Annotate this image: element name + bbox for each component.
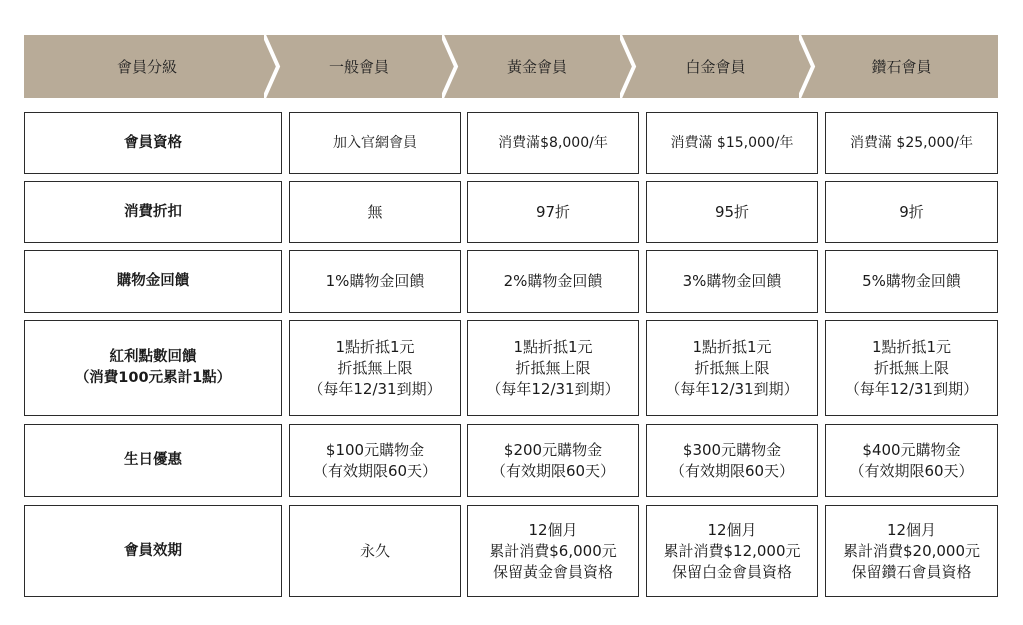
cell-text-line: 97折: [535, 202, 571, 221]
row-label-discount: [24, 181, 282, 243]
cell-text-line: 折抵無上限: [694, 358, 770, 377]
cell-discount-gold: [467, 181, 639, 243]
cell-text-line: 2%購物金回饋: [503, 272, 603, 290]
row-label-qualification: [24, 112, 282, 174]
cell-text-line: 12個月: [886, 520, 937, 539]
cell-text-line: $100元購物金: [325, 440, 425, 459]
header-cell-diamond: 鑽石會員: [871, 58, 932, 76]
cell-text-line: 累計消費$20,000元: [842, 541, 981, 560]
row-label-birthday: [24, 424, 282, 497]
row-label-line: 會員效期: [124, 542, 182, 559]
cell-text-line: 12個月: [707, 520, 757, 539]
cell-text-line: 9折: [899, 202, 924, 221]
row-label-line: 會員資格: [124, 134, 182, 151]
row-label-line: 消費折扣: [124, 203, 182, 220]
cell-text-line: 無: [367, 202, 383, 221]
cell-text-line: 保留黃金會員資格: [492, 562, 613, 581]
cell-text-line: 永久: [359, 541, 390, 560]
cell-text-line: $400元購物金: [862, 440, 961, 459]
cell-birthday-diamond: [825, 424, 998, 497]
cell-text-line: 消費滿 $15,000/年: [670, 134, 794, 151]
cell-birthday-gold: [467, 424, 639, 497]
cell-text-line: （每年12/31到期）: [308, 379, 442, 398]
cell-cashback-diamond: [825, 250, 998, 313]
cell-validity-platinum: [646, 505, 818, 597]
row-label-line: 生日優惠: [124, 452, 182, 468]
row-label-bonus-points: [24, 320, 282, 416]
cell-text-line: 保留白金會員資格: [671, 562, 792, 581]
cell-qualification-general: [289, 112, 461, 174]
cell-text-line: $300元購物金: [682, 440, 782, 459]
cell-discount-platinum: [646, 181, 818, 243]
cell-text-line: 12個月: [528, 520, 578, 539]
cell-validity-gold: [467, 505, 639, 597]
cell-discount-diamond: [825, 181, 998, 243]
cell-cashback-platinum: [646, 250, 818, 313]
row-label-validity: [24, 505, 282, 597]
header-cell-tier-label: 會員分級: [116, 58, 177, 76]
cell-birthday-platinum: [646, 424, 818, 497]
row-label-line: （消費100元累計1點）: [74, 370, 232, 386]
header-cell-gold: 黃金會員: [506, 58, 567, 76]
cell-text-line: 折抵無上限: [515, 358, 591, 377]
header-cell-general: 一般會員: [328, 58, 389, 76]
cell-birthday-general: [289, 424, 461, 497]
cell-text-line: （每年12/31到期）: [665, 379, 799, 398]
row-label-line: 紅利點數回饋: [109, 349, 197, 365]
cell-text-line: 加入官網會員: [333, 134, 417, 151]
cell-text-line: $200元購物金: [503, 440, 603, 459]
cell-text-line: 累計消費$12,000元: [663, 541, 801, 560]
cell-text-line: 折抵無上限: [337, 358, 413, 377]
cell-text-line: 折抵無上限: [873, 358, 949, 377]
cell-text-line: （每年12/31到期）: [486, 379, 620, 398]
cell-text-line: 1點折抵1元: [335, 337, 415, 356]
cell-cashback-gold: [467, 250, 639, 313]
cell-text-line: 1點折抵1元: [513, 337, 593, 356]
cell-bonus-points-general: [289, 320, 461, 416]
cell-text-line: 消費滿$8,000/年: [498, 134, 608, 151]
cell-text-line: 保留鑽石會員資格: [851, 562, 972, 581]
cell-discount-general: [289, 181, 461, 243]
cell-qualification-platinum: [646, 112, 818, 174]
cell-qualification-diamond: [825, 112, 998, 174]
row-label-line: 購物金回饋: [116, 273, 190, 289]
cell-text-line: 5%購物金回饋: [862, 272, 961, 290]
cell-text-line: （有效期限60天）: [312, 461, 438, 480]
tier-header-band: [24, 35, 998, 98]
cell-text-line: （有效期限60天）: [849, 461, 974, 480]
cell-text-line: （有效期限60天）: [490, 461, 616, 480]
cell-text-line: 95折: [714, 202, 750, 221]
cell-text-line: 3%購物金回饋: [682, 272, 782, 290]
cell-text-line: 1點折抵1元: [871, 337, 952, 356]
cell-text-line: （有效期限60天）: [669, 461, 795, 480]
cell-text-line: 1%購物金回饋: [325, 272, 425, 290]
cell-validity-diamond: [825, 505, 998, 597]
cell-text-line: 消費滿 $25,000/年: [849, 134, 974, 151]
cell-text-line: （每年12/31到期）: [844, 379, 979, 398]
cell-validity-general: [289, 505, 461, 597]
row-label-cashback: [24, 250, 282, 313]
cell-bonus-points-platinum: [646, 320, 818, 416]
cell-bonus-points-gold: [467, 320, 639, 416]
header-cell-platinum: 白金會員: [685, 58, 746, 76]
cell-text-line: 累計消費$6,000元: [489, 541, 617, 560]
cell-text-line: 1點折抵1元: [692, 337, 772, 356]
cell-bonus-points-diamond: [825, 320, 998, 416]
cell-cashback-general: [289, 250, 461, 313]
cell-qualification-gold: [467, 112, 639, 174]
